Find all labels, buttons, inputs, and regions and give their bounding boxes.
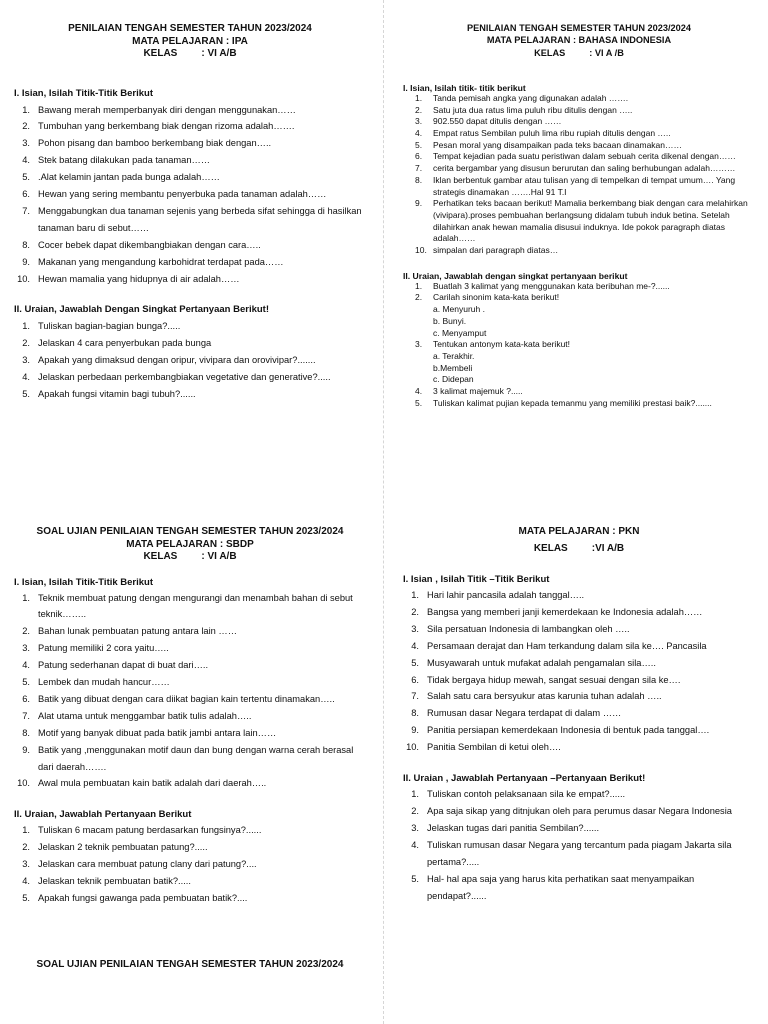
- question-item: [403, 587, 755, 604]
- question-item: [14, 203, 366, 237]
- page-divider: [383, 0, 384, 1024]
- question-number: 2.: [22, 338, 30, 349]
- question-text: Apakah yang dimaksud dengan oripur, vivipara dan orovivipar?.......: [38, 355, 316, 366]
- question-text: Tuliskan rumusan dasar Negara yang tercantum pada piagam Jakarta sila pertama?.....: [427, 839, 732, 867]
- question-text: Panitia Sembilan di ketui oleh….: [427, 742, 561, 753]
- question-text: Awal mula pembuatan kain batik adalah dari daerah…..: [38, 778, 267, 789]
- question-item: [14, 775, 366, 792]
- question-item: [14, 271, 366, 288]
- question-number: 4.: [411, 839, 419, 850]
- question-number: 9.: [22, 744, 30, 755]
- question-item: [403, 386, 755, 398]
- question-number: 3.: [415, 339, 423, 350]
- question-number: 3.: [411, 623, 419, 634]
- question-number: 4.: [415, 386, 423, 397]
- answer-option: a. Terakhir.: [433, 350, 475, 361]
- question-item: [403, 292, 755, 339]
- question-text: Cocer bebek dapat dikembangbiakan dengan cara…..: [38, 239, 261, 250]
- pkn-subject: MATA PELAJARAN : PKN: [518, 526, 640, 537]
- question-number: 2.: [415, 292, 423, 303]
- ipa-title: PENILAIAN TENGAH SEMESTER TAHUN 2023/2024: [68, 23, 312, 34]
- question-item: [14, 237, 366, 254]
- question-number: 3.: [415, 116, 423, 127]
- question-number: 2.: [22, 842, 30, 853]
- question-text: Hewan mamalia yang hidupnya di air adalah……: [38, 273, 240, 284]
- question-text: Alat utama untuk menggambar batik tulis adalah…..: [38, 710, 252, 721]
- question-item: [14, 169, 366, 186]
- question-text: Pesan moral yang disampaikan pada teks bacaan dinamakan……: [433, 139, 683, 150]
- question-item: [14, 386, 366, 403]
- question-text: Bahan lunak pembuatan patung antara lain ……: [38, 626, 237, 637]
- question-number: 3.: [22, 138, 30, 149]
- question-number: 4.: [22, 876, 30, 887]
- question-text: Satu juta dua ratus lima puluh ribu ditulis dengan …..: [433, 104, 633, 115]
- question-text: Panitia persiapan kemerdekaan Indonesia di bentuk pada tanggal….: [427, 725, 710, 736]
- sbdp-section-2-list: [14, 822, 366, 907]
- question-number: 1.: [415, 280, 423, 291]
- question-number: 8.: [22, 239, 30, 250]
- question-text: Buatlah 3 kalimat yang menggunakan kata beribuhan me-?......: [433, 280, 670, 291]
- question-number: 9.: [411, 725, 419, 736]
- question-number: 10.: [17, 778, 30, 789]
- question-number: 2.: [22, 626, 30, 637]
- question-text: Apa saja sikap yang ditnjukan oleh para perumus dasar Negara Indonesia: [427, 805, 732, 816]
- sbdp-subject: MATA PELAJARAN : SBDP: [126, 538, 254, 550]
- question-item: [14, 254, 366, 271]
- bi-section-1-list: [403, 93, 755, 257]
- footer-title: SOAL UJIAN PENILAIAN TENGAH SEMESTER TAHUN 2023/2024: [36, 959, 344, 970]
- question-item: [403, 339, 755, 386]
- question-number: 8.: [22, 727, 30, 738]
- question-number: 1.: [22, 592, 30, 603]
- pkn-quiz: [403, 523, 755, 904]
- question-text: Empat ratus Sembilan puluh lima ribu rupiah ditulis dengan …..: [433, 128, 671, 138]
- bi-header: [403, 22, 755, 59]
- question-text: Lembek dan mudah hancur……: [38, 677, 170, 688]
- question-number: 2.: [411, 805, 419, 816]
- question-number: 5.: [22, 893, 30, 903]
- question-text: Jelaskan perbedaan perkembangbiakan vegetative dan generative?.....: [38, 372, 331, 383]
- ipa-header: [14, 23, 366, 61]
- question-text: Pohon pisang dan bamboo berkembang biak dengan…..: [38, 138, 272, 149]
- question-item: [403, 786, 755, 803]
- question-number: 5.: [411, 657, 419, 668]
- question-item: [403, 688, 755, 705]
- question-number: 10.: [415, 245, 427, 256]
- question-text: Apakah fungsi gawanga pada pembuatan batik?....: [38, 893, 248, 903]
- question-item: [14, 691, 366, 708]
- question-text: Tumbuhan yang berkembang biak dengan rizoma adalah…….: [38, 121, 295, 132]
- question-number: 7.: [411, 691, 419, 702]
- question-item: [403, 837, 755, 871]
- pkn-header: [403, 523, 755, 557]
- question-number: 6.: [415, 151, 423, 162]
- question-item: [14, 590, 366, 624]
- question-text: Musyawarah untuk mufakat adalah pengamalan sila…..: [427, 657, 656, 668]
- question-item: [14, 873, 366, 890]
- sbdp-header: [14, 526, 366, 564]
- question-number: 9.: [22, 256, 30, 267]
- question-item: [403, 820, 755, 837]
- question-text: Tuliskan contoh pelaksanaan sila ke empat?......: [427, 789, 626, 800]
- question-text: Tempat kejadian pada suatu peristiwan dalam sebuah cerita dikenal dengan……: [433, 151, 736, 162]
- question-number: 1.: [411, 789, 419, 800]
- question-number: 7.: [22, 710, 30, 721]
- question-text: Bangsa yang memberi janji kemerdekaan ke Indonesia adalah……: [427, 606, 703, 617]
- question-item: [14, 674, 366, 691]
- question-item: [403, 151, 755, 163]
- question-number: 3.: [22, 355, 30, 366]
- question-text: Apakah fungsi vitamin bagi tubuh?......: [38, 389, 196, 400]
- answer-option: c. Menyamput: [433, 327, 487, 338]
- question-item: [14, 623, 366, 640]
- question-item: [14, 890, 366, 907]
- question-text: Bawang merah memperbanyak diri dengan menggunakan……: [38, 104, 296, 115]
- question-number: 5.: [415, 397, 423, 408]
- question-number: 2.: [22, 121, 30, 132]
- question-number: 6.: [22, 693, 30, 704]
- question-item: [403, 175, 755, 198]
- question-text: 3 kalimat majemuk ?.....: [433, 386, 523, 397]
- question-text: simpalan dari paragraph diatas…: [433, 245, 559, 256]
- question-item: [14, 725, 366, 742]
- question-item: [403, 105, 755, 117]
- question-text: Motif yang banyak dibuat pada batik jambi antara lain……: [38, 727, 277, 738]
- question-text: Sila persatuan Indonesia di lambangkan oleh …..: [427, 623, 630, 634]
- question-item: [403, 140, 755, 152]
- pkn-section-2-heading: II. Uraian , Jawablah Pertanyaan –Pertanyaan Berikut!: [403, 773, 646, 785]
- question-item: [403, 722, 755, 739]
- ipa-quiz: [14, 23, 366, 403]
- question-item: [403, 638, 755, 655]
- question-text: Jelaskan teknik pembuatan batik?.....: [38, 876, 191, 887]
- sbdp-title: SOAL UJIAN PENILAIAN TENGAH SEMESTER TAHUN 2023/2024: [36, 526, 344, 537]
- question-number: 7.: [22, 205, 30, 216]
- question-text: Patung memiliki 2 cora yaitu…..: [38, 643, 169, 654]
- question-number: 1.: [22, 825, 30, 836]
- pkn-section-1-list: [403, 587, 755, 756]
- question-text: Hari lahir pancasila adalah tanggal…..: [427, 590, 585, 600]
- sbdp-section-1-heading: I. Isian, Isilah Titik-Titik Berikut: [14, 576, 154, 588]
- question-number: 4.: [411, 640, 419, 651]
- question-item: [14, 822, 366, 839]
- bi-section-1-heading: I. Isian, Isilah titik- titik berikut: [403, 82, 526, 93]
- sbdp-section-1-list: [14, 590, 366, 793]
- question-item: [403, 281, 755, 293]
- sbdp-quiz: [14, 526, 366, 907]
- question-item: [14, 152, 366, 169]
- question-text: Stek batang dilakukan pada tanaman……: [38, 155, 211, 166]
- question-number: 9.: [415, 198, 423, 209]
- question-text: Hal- hal apa saja yang harus kita perhatikan saat menyampaikan pendapat?......: [427, 873, 695, 901]
- question-number: 3.: [411, 822, 419, 833]
- bahasa-indonesia-quiz: [403, 22, 755, 409]
- pkn-kelas: KELAS :VI A/B: [533, 543, 625, 554]
- question-number: 4.: [22, 372, 30, 383]
- question-number: 5.: [411, 873, 419, 884]
- ipa-section-1-list: [14, 102, 366, 288]
- question-text: cerita bergambar yang disusun berurutan dan saling berhubungan adalah………: [433, 163, 736, 174]
- question-item: [403, 93, 755, 105]
- question-text: Batik yang dibuat dengan cara diikat bagian kain tertentu dinamakan…..: [38, 693, 335, 704]
- question-item: [14, 135, 366, 152]
- ipa-subject: MATA PELAJARAN : IPA: [132, 35, 248, 47]
- question-item: [14, 369, 366, 386]
- bi-section-2-list: [403, 281, 755, 410]
- question-text: Tuliskan 6 macam patung berdasarkan fungsinya?......: [38, 825, 262, 836]
- question-text: Makanan yang mengandung karbohidrat terdapat pada……: [38, 256, 284, 267]
- question-number: 1.: [22, 321, 30, 332]
- bi-subject: MATA PELAJARAN : BAHASA INDONESIA: [486, 35, 672, 46]
- question-item: [403, 621, 755, 638]
- question-number: 1.: [22, 104, 30, 115]
- question-text: Jelaskan 2 teknik pembuatan patung?.....: [38, 842, 208, 853]
- question-text: Jelaskan tugas dari panitia Sembilan?......: [427, 822, 600, 833]
- sbdp-kelas: KELAS : VI A/B: [143, 551, 237, 562]
- question-number: 4.: [22, 155, 30, 166]
- answer-option: c. Didepan: [433, 374, 474, 385]
- question-number: 1.: [415, 92, 423, 103]
- question-number: 10.: [406, 742, 419, 753]
- question-text: Tidak bergaya hidup mewah, sangat sesuai dengan sila ke….: [427, 674, 681, 685]
- question-number: 2.: [411, 606, 419, 617]
- question-text: Iklan berbentuk gambar atau tulisan yang di tempelkan di tempat umum…. Yang strategis dinamakan …….Hal 91 T.I: [433, 174, 736, 197]
- question-item: [403, 163, 755, 175]
- ipa-kelas: KELAS : VI A/B: [143, 48, 237, 59]
- question-item: [403, 803, 755, 820]
- question-text: Perhatikan teks bacaan berikut! Mamalia berkembang biak dengan cara melahirkan (vivipara).proses pembuahan berlangsung didalam tubuh induk betina. Setelah dilahirkan anak hewan mamalia disusui induknya. Ide pokok paragraph diatas adalah……: [433, 198, 748, 244]
- question-text: Salah satu cara bersyukur atas karunia tuhan adalah …..: [427, 691, 662, 702]
- question-text: Patung sederhanan dapat di buat dari…..: [38, 660, 209, 671]
- question-item: [14, 335, 366, 352]
- question-item: [14, 102, 366, 119]
- question-item: [403, 116, 755, 128]
- question-item: [14, 186, 366, 203]
- question-item: [403, 871, 755, 905]
- question-text: Batik yang ,menggunakan motif daun dan bung dengan warna cerah berasal dari daerah…….: [38, 744, 354, 772]
- question-item: [14, 742, 366, 776]
- bi-title: PENILAIAN TENGAH SEMESTER TAHUN 2023/2024: [467, 23, 691, 33]
- question-number: 5.: [415, 139, 423, 150]
- question-text: Persamaan derajat dan Ham terkandung dalam sila ke…. Pancasila: [427, 640, 707, 651]
- question-text: Tentukan antonym kata-kata berikut!: [433, 339, 571, 350]
- pkn-section-2-list: [403, 786, 755, 904]
- question-number: 8.: [411, 708, 419, 719]
- question-number: 7.: [415, 163, 423, 174]
- question-text: Jelaskan cara membuat patung clany dari patung?....: [38, 859, 257, 870]
- question-text: Tuliskan kalimat pujian kepada temanmu yang memiliki prestasi baik?.......: [433, 397, 712, 408]
- question-item: [14, 318, 366, 335]
- question-text: Jelaskan 4 cara penyerbukan pada bunga: [38, 338, 212, 349]
- question-number: 4.: [415, 128, 423, 138]
- question-item: [14, 118, 366, 135]
- question-number: 10.: [17, 273, 30, 284]
- question-item: [14, 708, 366, 725]
- answer-option: b. Bunyi.: [433, 315, 467, 326]
- question-number: 5.: [22, 389, 30, 400]
- question-number: 6.: [411, 674, 419, 685]
- question-number: 8.: [415, 174, 423, 185]
- question-number: 3.: [22, 859, 30, 870]
- bi-section-2-heading: II. Uraian, Jawablah dengan singkat pertanyaan berikut: [403, 270, 628, 281]
- ipa-section-2-list: [14, 318, 366, 403]
- question-item: [14, 640, 366, 657]
- question-item: [403, 245, 755, 257]
- question-text: Carilah sinonim kata-kata berikut!: [433, 292, 560, 303]
- question-text: Teknik membuat patung dengan mengurangi dan menambah bahan di sebut teknik……..: [38, 592, 353, 620]
- question-item: [403, 655, 755, 672]
- question-item: [14, 657, 366, 674]
- question-text: Hewan yang sering membantu penyerbuka pada tanaman adalah……: [38, 189, 327, 200]
- question-item: [14, 839, 366, 856]
- question-number: 2.: [415, 104, 423, 115]
- ipa-section-1-heading: I. Isian, Isilah Titik-Titik Berikut: [14, 87, 154, 99]
- question-text: Rumusan dasar Negara terdapat di dalam ……: [427, 708, 622, 719]
- sbdp-section-2-heading: II. Uraian, Jawablah Pertanyaan Berikut: [14, 809, 192, 821]
- question-text: 902.550 dapat ditulis dengan ……: [433, 116, 562, 127]
- question-item: [403, 128, 755, 140]
- question-text: Tanda pemisah angka yang digunakan adalah …….: [433, 92, 629, 103]
- question-number: 4.: [22, 660, 30, 671]
- question-number: 3.: [22, 643, 30, 654]
- question-item: [403, 672, 755, 689]
- answer-option: b.Membeli: [433, 362, 473, 373]
- question-number: 5.: [22, 677, 30, 688]
- question-text: .Alat kelamin jantan pada bunga adalah……: [38, 172, 220, 183]
- bi-kelas: KELAS : VI A /B: [534, 47, 624, 58]
- question-number: 6.: [22, 189, 30, 200]
- answer-option: a. Menyuruh .: [433, 304, 485, 315]
- question-item: [403, 198, 755, 245]
- question-item: [403, 705, 755, 722]
- question-number: 5.: [22, 172, 30, 183]
- question-item: [14, 856, 366, 873]
- question-item: [14, 352, 366, 369]
- question-number: 1.: [411, 590, 419, 600]
- ipa-section-2-heading: II. Uraian, Jawablah Dengan Singkat Pertanyaan Berikut!: [14, 304, 269, 316]
- question-item: [403, 604, 755, 621]
- question-item: [403, 398, 755, 410]
- pkn-section-1-heading: I. Isian , Isilah Titik –Titik Berikut: [403, 574, 550, 585]
- question-text: Tuliskan bagian-bagian bunga?.....: [38, 321, 181, 332]
- question-text: Menggabungkan dua tanaman sejenis yang berbeda sifat sehingga di hasilkan tanaman baru di sebut……: [38, 205, 362, 233]
- question-item: [403, 739, 755, 756]
